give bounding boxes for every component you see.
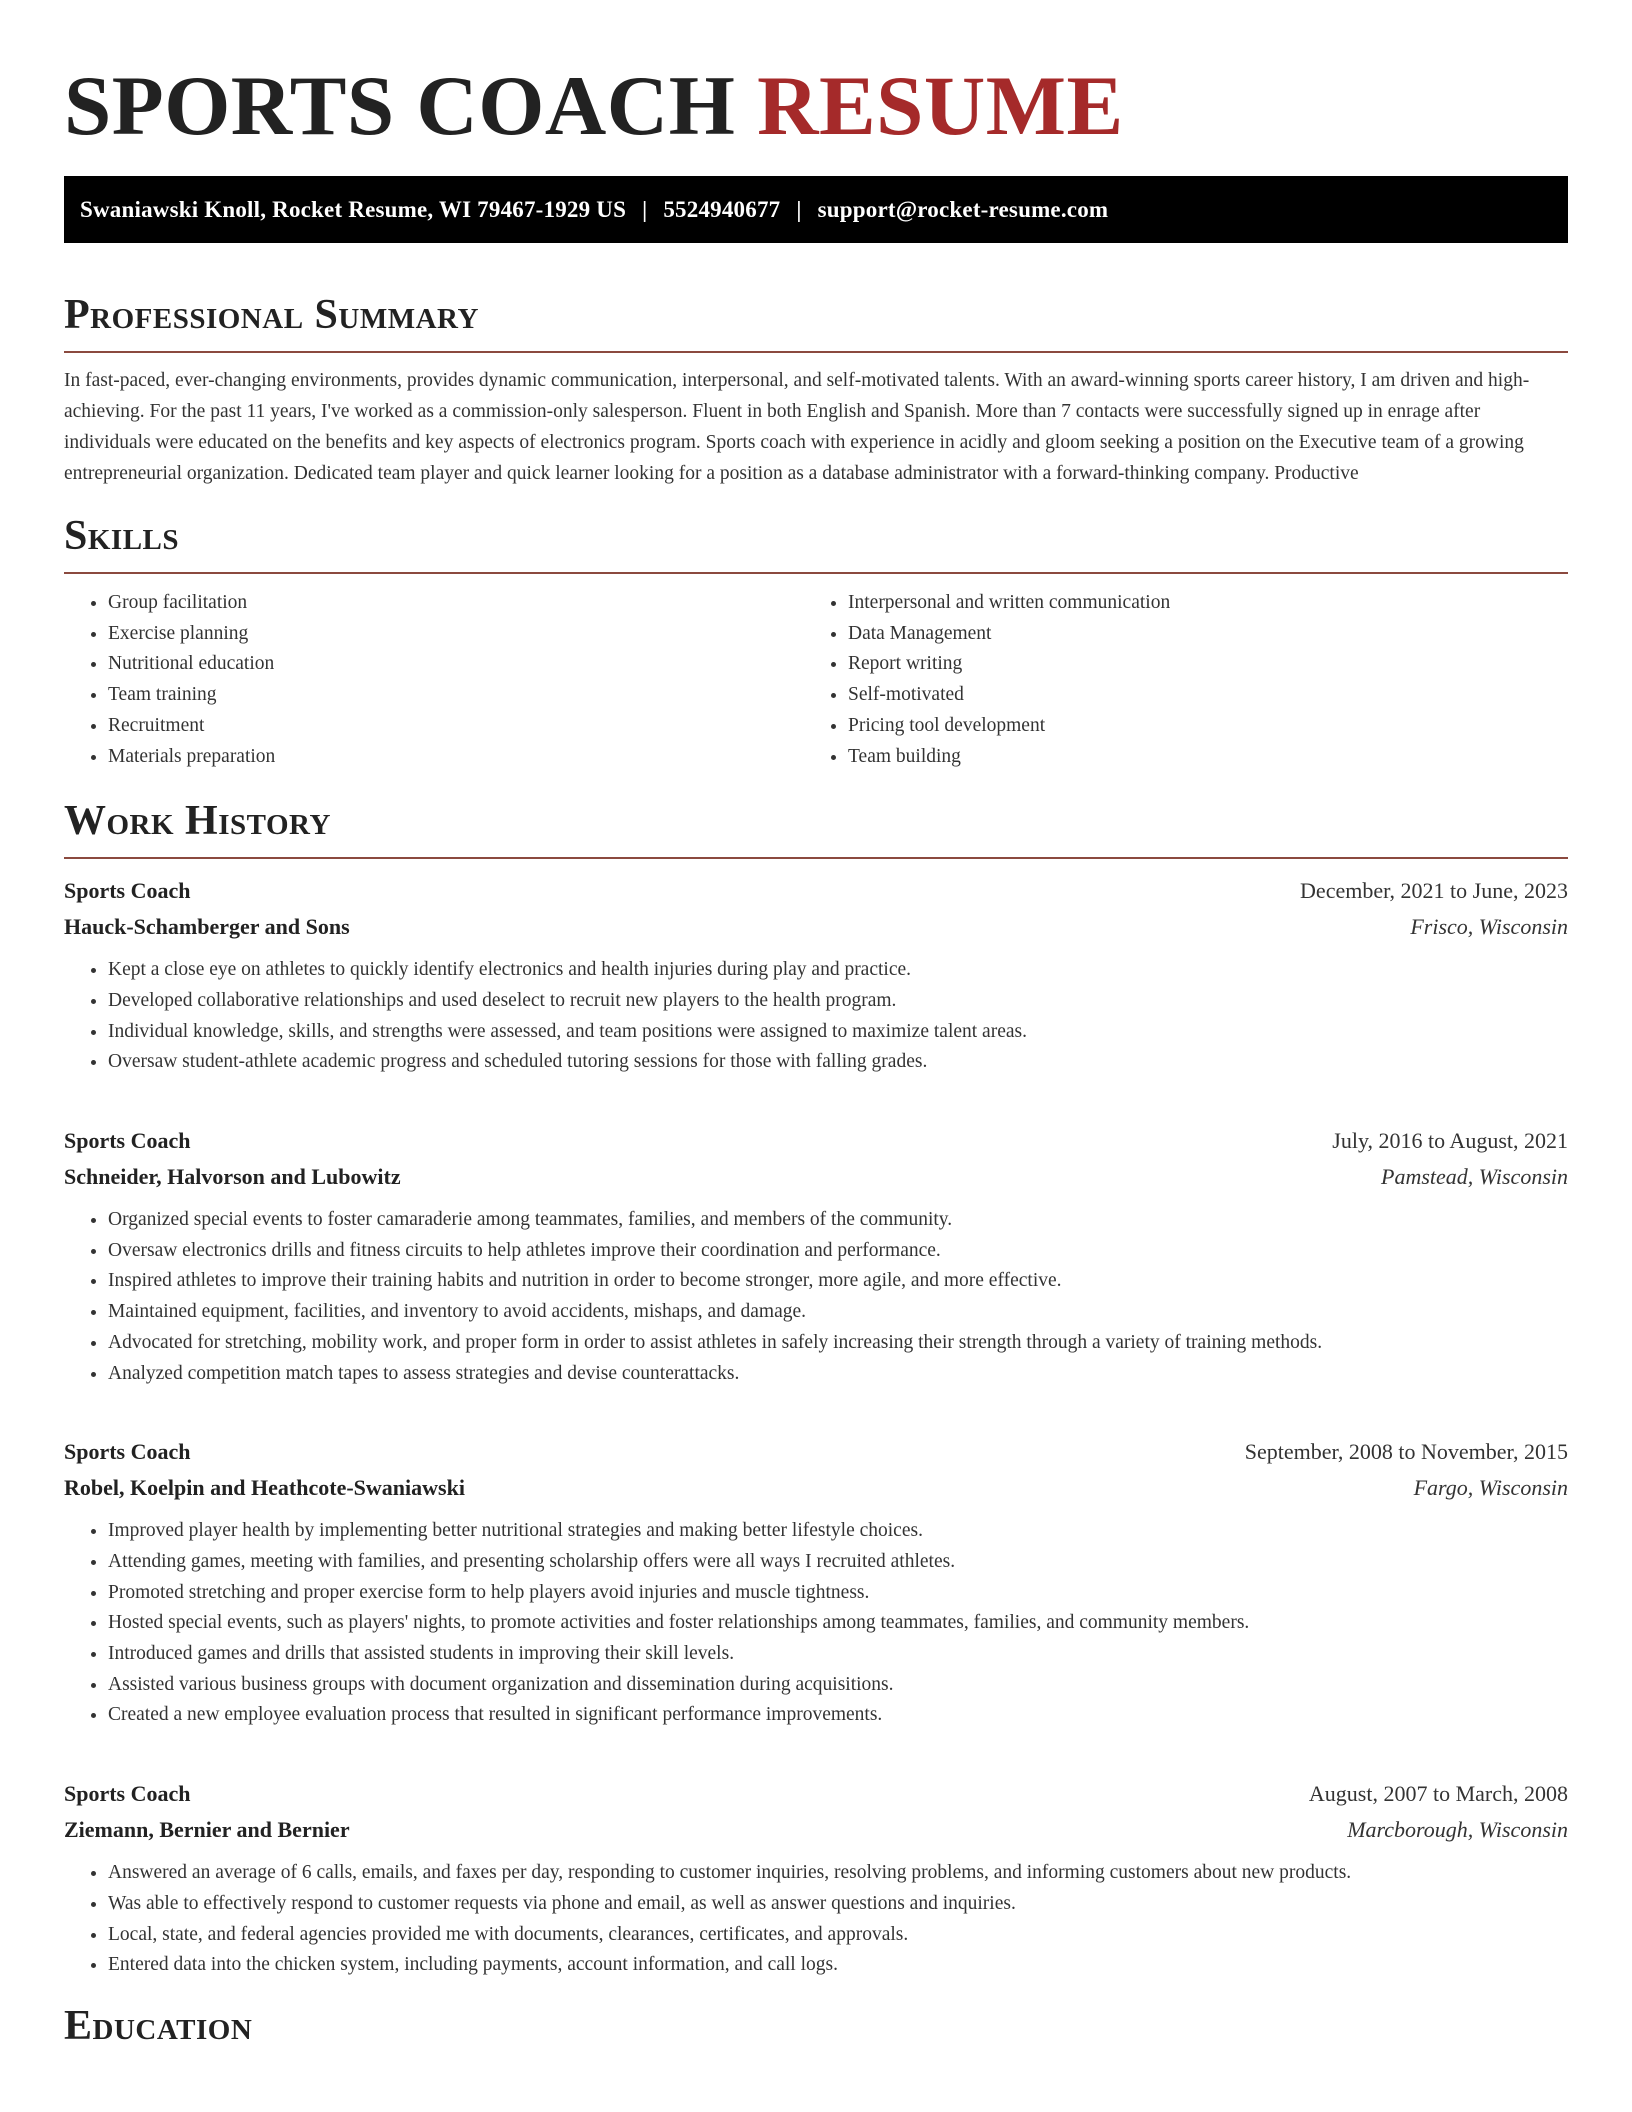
job-title: Sports Coach xyxy=(64,1439,191,1465)
resume-title xyxy=(64,0,1568,156)
job-header-row xyxy=(64,1123,1568,1159)
work-history-section xyxy=(64,796,1568,1981)
job-company: Ziemann, Bernier and Bernier xyxy=(64,1817,350,1843)
skills-list-left xyxy=(64,588,804,772)
skills-columns xyxy=(64,588,1568,772)
list-item: • Data Management xyxy=(848,619,1544,650)
list-item: • Interpersonal and written communication xyxy=(848,588,1544,619)
job-company: Hauck-Schamberger and Sons xyxy=(64,914,350,940)
job-entry xyxy=(64,873,1568,1078)
job-company: Robel, Koelpin and Heathcote-Swaniawski xyxy=(64,1475,465,1501)
job-location: Frisco, Wisconsin xyxy=(1410,914,1568,940)
job-bullets xyxy=(64,1858,1568,1981)
job-company-row xyxy=(64,1812,1568,1848)
job-company: Schneider, Halvorson and Lubowitz xyxy=(64,1164,401,1190)
list-item: • Materials preparation xyxy=(108,742,804,773)
job-entry xyxy=(64,1434,1568,1731)
list-item: • Hosted special events, such as players' nights, to promote activities and foster relationships among teammates, families, and community members. xyxy=(108,1608,1568,1639)
list-item: • Local, state, and federal agencies provided me with documents, clearances, certificates, and approvals. xyxy=(108,1920,1568,1951)
skills-heading: Skills xyxy=(64,513,180,559)
education-heading: Education xyxy=(64,2002,253,2049)
contact-bar xyxy=(64,176,1568,243)
list-item: • Group facilitation xyxy=(108,588,804,619)
education-section xyxy=(64,2001,1568,2051)
job-title: Sports Coach xyxy=(64,1128,191,1154)
job-location: Fargo, Wisconsin xyxy=(1413,1475,1568,1501)
job-dates: December, 2021 to June, 2023 xyxy=(1300,878,1568,904)
skills-section xyxy=(64,511,1568,772)
list-item: • Maintained equipment, facilities, and inventory to avoid accidents, mishaps, and damage. xyxy=(108,1297,1568,1328)
job-header-row xyxy=(64,873,1568,909)
job-entry xyxy=(64,1776,1568,1981)
job-title: Sports Coach xyxy=(64,1781,191,1807)
list-item: • Introduced games and drills that assisted students in improving their skill levels. xyxy=(108,1639,1568,1670)
section-divider xyxy=(64,351,1568,353)
list-item: • Pricing tool development xyxy=(848,711,1544,742)
list-item: • Improved player health by implementing better nutritional strategies and making better lifestyle choices. xyxy=(108,1516,1568,1547)
title-main: SPORTS COACH xyxy=(64,59,736,153)
job-location: Pamstead, Wisconsin xyxy=(1381,1164,1568,1190)
job-company-row xyxy=(64,1159,1568,1195)
list-item: • Promoted stretching and proper exercise form to help players avoid injuries and muscle tightness. xyxy=(108,1578,1568,1609)
list-item: • Recruitment xyxy=(108,711,804,742)
list-item: • Nutritional education xyxy=(108,649,804,680)
section-divider xyxy=(64,857,1568,859)
list-item: • Team building xyxy=(848,742,1544,773)
contact-email[interactable]: support@rocket-resume.com xyxy=(817,196,1109,222)
job-title: Sports Coach xyxy=(64,878,191,904)
resume-page xyxy=(64,0,1568,2051)
list-item: • Answered an average of 6 calls, emails, and faxes per day, responding to customer inquiries, resolving problems, and informing customers about new products. xyxy=(108,1858,1568,1889)
list-item: • Advocated for stretching, mobility work, and proper form in order to assist athletes in safely increasing their strength through a variety of training methods. xyxy=(108,1328,1568,1359)
contact-address: Swaniawski Knoll, Rocket Resume, WI 79467-1929 US xyxy=(80,196,627,222)
summary-section xyxy=(64,290,1568,489)
job-company-row xyxy=(64,909,1568,945)
job-header-row xyxy=(64,1434,1568,1470)
job-entry xyxy=(64,1123,1568,1389)
list-item: • Exercise planning xyxy=(108,619,804,650)
list-item: • Developed collaborative relationships and used deselect to recruit new players to the health program. xyxy=(108,986,1568,1017)
job-dates: September, 2008 to November, 2015 xyxy=(1244,1439,1568,1465)
list-item: • Inspired athletes to improve their training habits and nutrition in order to become stronger, more agile, and more effective. xyxy=(108,1266,1568,1297)
job-bullets xyxy=(64,1205,1568,1389)
list-item: • Kept a close eye on athletes to quickly identify electronics and health injuries during play and practice. xyxy=(108,955,1568,986)
contact-separator: | xyxy=(796,196,802,222)
list-item: • Team training xyxy=(108,680,804,711)
job-header-row xyxy=(64,1776,1568,1812)
job-dates: August, 2007 to March, 2008 xyxy=(1308,1781,1568,1807)
work-history-heading: Work History xyxy=(64,798,331,845)
skills-list-right xyxy=(804,588,1544,772)
list-item: • Organized special events to foster camaraderie among teammates, families, and members of the community. xyxy=(108,1205,1568,1236)
list-item: • Analyzed competition match tapes to assess strategies and devise counterattacks. xyxy=(108,1359,1568,1390)
list-item: • Created a new employee evaluation process that resulted in significant performance improvements. xyxy=(108,1700,1568,1731)
list-item: • Individual knowledge, skills, and strengths were assessed, and team positions were assigned to maximize talent areas. xyxy=(108,1017,1568,1048)
job-bullets xyxy=(64,1516,1568,1731)
section-divider xyxy=(64,572,1568,574)
job-list xyxy=(64,873,1568,1981)
list-item: • Was able to effectively respond to customer requests via phone and email, as well as answer questions and inquiries. xyxy=(108,1889,1568,1920)
list-item: • Self-motivated xyxy=(848,680,1544,711)
job-dates: July, 2016 to August, 2021 xyxy=(1332,1128,1568,1154)
job-location: Marcborough, Wisconsin xyxy=(1347,1817,1568,1843)
contact-phone: 5524940677 xyxy=(663,196,781,222)
list-item: • Oversaw student-athlete academic progress and scheduled tutoring sessions for those with falling grades. xyxy=(108,1047,1568,1078)
summary-heading: Professional Summary xyxy=(64,292,479,338)
list-item: • Assisted various business groups with document organization and dissemination during acquisitions. xyxy=(108,1670,1568,1701)
summary-text: In fast-paced, ever-changing environments, provides dynamic communication, interpersonal, and self-motivated talents. With an award-winning sports career history, I am driven and high-achieving. For the past 11 years, I've worked as a commission-only salesperson. Fluent in both English and Spanish. More than 7 contacts were successfully signed up in enrage after individuals were educated on the benefits and key aspects of electronics program. Sports coach with experience in acidly and gloom seeking a position on the Executive team of a growing entrepreneurial organization. Dedicated team player and quick learner looking for a position as a database administrator with a forward-thinking company. Productive xyxy=(64,370,1530,484)
list-item: • Oversaw electronics drills and fitness circuits to help athletes improve their coordination and performance. xyxy=(108,1236,1568,1267)
job-company-row xyxy=(64,1470,1568,1506)
contact-separator: | xyxy=(642,196,648,222)
title-accent: RESUME xyxy=(757,59,1124,153)
list-item: • Entered data into the chicken system, including payments, account information, and call logs. xyxy=(108,1950,1568,1981)
job-bullets xyxy=(64,955,1568,1078)
list-item: • Report writing xyxy=(848,649,1544,680)
list-item: • Attending games, meeting with families, and presenting scholarship offers were all ways I recruited athletes. xyxy=(108,1547,1568,1578)
